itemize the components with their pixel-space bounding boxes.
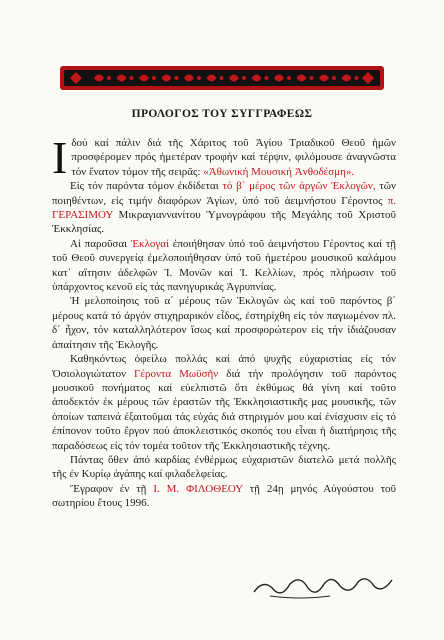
p5-text-a: Καθηκόντως ὀφείλω πολλάς καί ἀπό ψυχῆς εὐχαριστίας εἰς τόν Ὁσιολογιώτατον — [52, 353, 396, 380]
ornament-dot — [310, 76, 314, 80]
p5-highlight: Γέροντα Μωϋσῆν — [134, 367, 219, 380]
paragraph-3 — [52, 237, 396, 295]
p1-text: δού καί πάλιν διά τῆς Χάριτος τοῦ Ἁγίου Τριαδικοῦ Θεοῦ ἡμῶν προσφέρομεν πρός ἡμετέραν τροφήν καί τέρψιν, φιλόμουσε ἀναγνῶστα τόν ἔνατον τόμον τῆς σειρᾶς: — [71, 137, 396, 178]
paragraph-2 — [52, 179, 396, 237]
p3-text-a: Αἱ παροῦσαι — [70, 237, 131, 250]
ornament-dot — [220, 76, 224, 80]
paragraph-4: Ἡ μελοποίησις τοῦ α΄ μέρους τῶν Ἐκλογῶν ὡς καί τοῦ παρόντος β΄ μέρους κατά τό ἀργόν στιχηραρικόν εἶδος, ἐστηρίχθη εἰς τόν παγιωμένον πλ. δ΄ ἦχον, τόν καταλληλότερον ἴσως καί προσφορώτερον εἰς τήν ἰδιάζουσαν ἀπαίτησιν τῆς Ἐκλογῆς. — [52, 295, 396, 351]
p2-highlight-b: π. ΓΕΡΑΣΙΜΟΥ — [52, 194, 396, 222]
ornamental-header-icon — [60, 60, 384, 96]
paragraph-5 — [52, 352, 396, 453]
p2-text-b: τῶν ποιηθέντων, εἰς τιμήν διαφόρων Ἁγίων, ὑπό τοῦ ἀειμνήστου Γέροντος — [52, 180, 396, 207]
paragraph-6: Πάντας ὅθεν ἀπό καρδίας ἐνθέρμως εὐχαριστῶν διατελῶ μετά πολλῆς τῆς ἐν Κυρίῳ ἀγάπης καί φιλαδελφείας. — [52, 453, 396, 481]
p2-text-a: Εἰς τόν παρόντα τόμον ἐκδίδεται — [70, 180, 223, 193]
ornament-dot — [265, 76, 269, 80]
ornament-dot — [175, 76, 179, 80]
p7-text-a: Ἔγραφον ἐν τῇ — [70, 482, 154, 495]
p2-highlight-a: τό β΄ μέρος τῶν ἀργῶν Ἐκλογῶν, — [222, 180, 376, 193]
p2-text-c: Μικραγιαννανίτου Ὑμνογράφου τῆς Μεγάλης τοῦ Χριστοῦ Ἐκκλησίας. — [52, 209, 396, 236]
ornament-dot — [130, 76, 134, 80]
ornament-dot — [107, 76, 111, 80]
p3-text-b: ἐποιήθησαν ὑπό τοῦ ἀειμνήστου Γέροντος καί τῇ τοῦ Θεοῦ συνεργείᾳ ἐμελοποιήθησαν ὑπό τοῦ ἡμετέρου μουσικοῦ καλάμου κατ᾽ αἴτησιν ἀδελφῶν Ἱ. Μονῶν καί Ἱ. Κελλίων, πρός πλήρωσιν τοῦ ὑπάρχοντος κενοῦ εἰς τάς πανηγυρικάς Ἀγρυπνίας. — [52, 237, 397, 294]
paragraph-7 — [52, 482, 396, 511]
p3-highlight: Ἐκλογαί — [130, 237, 170, 250]
ornament-dot — [355, 76, 359, 80]
drop-cap: Ι — [52, 132, 68, 183]
paragraph-1 — [52, 132, 396, 183]
series-title: «Ἀθωνική Μουσική Ἀνθοδέσμη». — [203, 165, 355, 178]
handwritten-signature — [250, 572, 400, 600]
ornament-dot — [152, 76, 156, 80]
page-title: ΠΡΟΛΟΓΟΣ ΤΟΥ ΣΥΓΓΡΑΦΕΩΣ — [131, 108, 313, 120]
p5-text-b: διά τήν προλόγησιν τοῦ παρόντος μουσικοῦ πονήματος καί εὐελπιστῶ ὅτι ἐκθύμως θά γίνη καί τοῦτο ἀποδεκτόν ἐκ μέρους τῶν ἐραστῶν τῆς Ἐκκλησιαστικῆς μας μουσικῆς, τῶν ὁποίων ταπεινά ἐξαιτοῦμαι τάς εὐχάς διά στηριγμόν μου καί ἐνίσχυσιν εἰς τό ἐπίπονον τοῦτο ἔργον πού ἀποκλειστικός σκοπός του εἶναι ἡ διατήρησις τῆς παραδόσεως εἰς τόν τομέα τοῦτον τῆς Ἐκκλησιαστικῆς τέχνης. — [52, 367, 397, 452]
ornament-dot — [242, 76, 246, 80]
p7-highlight: Ι. Μ. ΦΙΛΟΘΕΟΥ — [153, 482, 243, 495]
p7-text-b: τῇ 24ῃ μηνός Αὐγούστου τοῦ σωτηρίου ἔτους 1996. — [52, 482, 396, 510]
ornament-dot — [197, 76, 201, 80]
ornament-dot — [332, 76, 336, 80]
preface-body — [52, 132, 397, 511]
ornament-dot — [287, 76, 291, 80]
